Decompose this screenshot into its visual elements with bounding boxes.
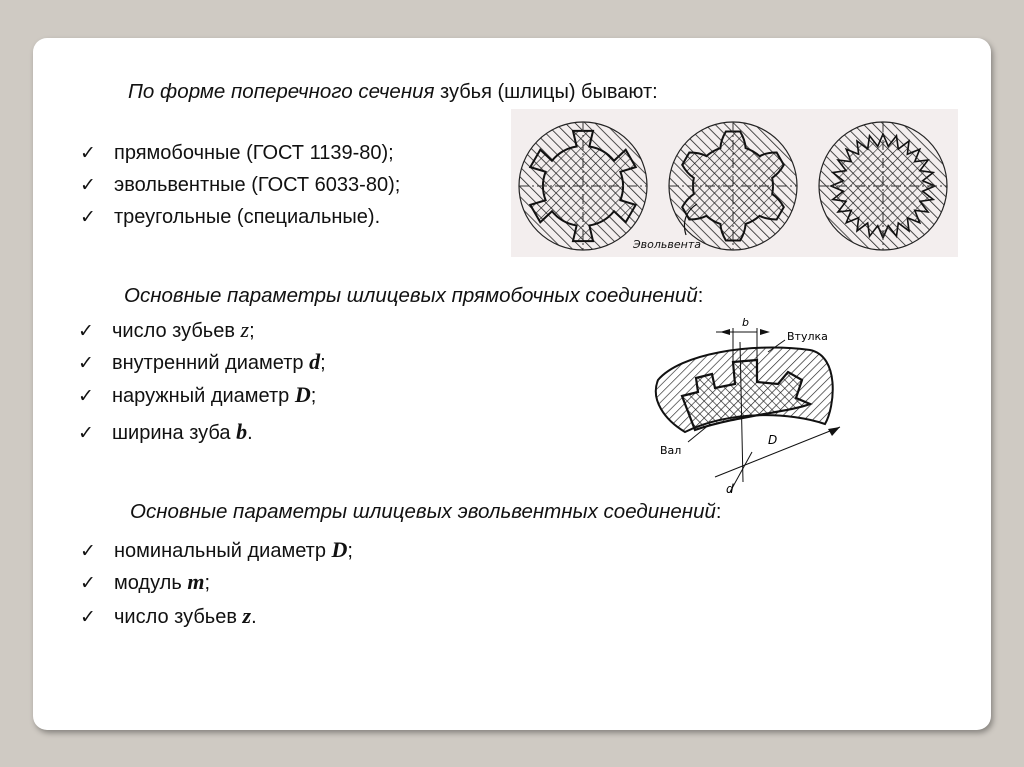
section3-heading [130,500,721,524]
symbol-D: D [294,382,311,407]
list-item-text: наружный диаметр [112,385,295,407]
spline-joint-figure [640,312,870,497]
label-d: d [726,482,734,496]
section3-heading-text: Основные параметры шлицевых эвольвентных соединений [130,500,716,523]
symbol-z: z [242,603,252,628]
list-item [78,420,253,446]
involute-label: Эвольвента [633,238,701,251]
spline-profiles-svg [511,109,958,257]
section1-heading [128,80,658,104]
list-item-text: модуль [114,572,188,594]
list-item [78,318,255,344]
check-icon: ✓ [80,541,96,562]
section1-heading-rest: зубья (шлицы) бывают: [434,81,658,103]
list-item-end: . [251,606,257,628]
list-item [78,383,316,409]
check-icon: ✓ [80,607,96,628]
list-item [80,173,400,198]
list-item [80,141,394,166]
section2-heading [124,284,703,308]
symbol-m: m [187,569,205,594]
list-item-end: . [247,422,253,444]
check-icon: ✓ [78,423,94,444]
section2-heading-text: Основные параметры шлицевых прямобочных соединений [124,284,698,307]
label-b: b [742,316,749,329]
list-item-text: треугольные (специальные). [114,206,381,228]
list-item-text: число зубьев [114,606,243,628]
check-icon: ✓ [80,573,96,594]
list-item-end: ; [204,572,210,594]
list-item-text: номинальный диаметр [114,540,332,562]
symbol-d: d [309,349,321,374]
list-item [80,538,353,564]
label-D: D [768,433,778,447]
list-item-text: эвольвентные (ГОСТ 6033-80); [114,174,401,196]
list-item [80,570,210,596]
check-icon: ✓ [80,143,96,164]
symbol-D: D [331,537,348,562]
label-vtulka: Втулка [787,330,828,343]
list-item-text: внутренний диаметр [112,352,310,374]
section3-heading-colon: : [715,501,722,523]
symbol-b: b [236,419,248,444]
section1-heading-italic: По форме поперечного сечения [128,80,435,103]
list-item-end: ; [310,385,317,407]
spline-joint-svg [640,312,870,497]
list-item-text: ширина зуба [112,422,237,444]
check-icon: ✓ [80,175,96,196]
list-item-end: ; [347,540,353,562]
check-icon: ✓ [78,321,94,342]
list-item-text: число зубьев [112,320,241,342]
list-item [80,604,257,630]
label-val: Вал [660,444,682,457]
list-item-end: ; [249,320,255,342]
list-item-text: прямобочные (ГОСТ 1139-80); [114,142,394,164]
list-item [80,205,380,230]
symbol-z: z [240,317,250,342]
section2-heading-colon: : [697,285,704,307]
check-icon: ✓ [78,353,94,374]
check-icon: ✓ [78,386,94,407]
spline-profiles-figure [511,109,958,257]
list-item [78,350,326,376]
list-item-end: ; [320,352,326,374]
check-icon: ✓ [80,207,96,228]
